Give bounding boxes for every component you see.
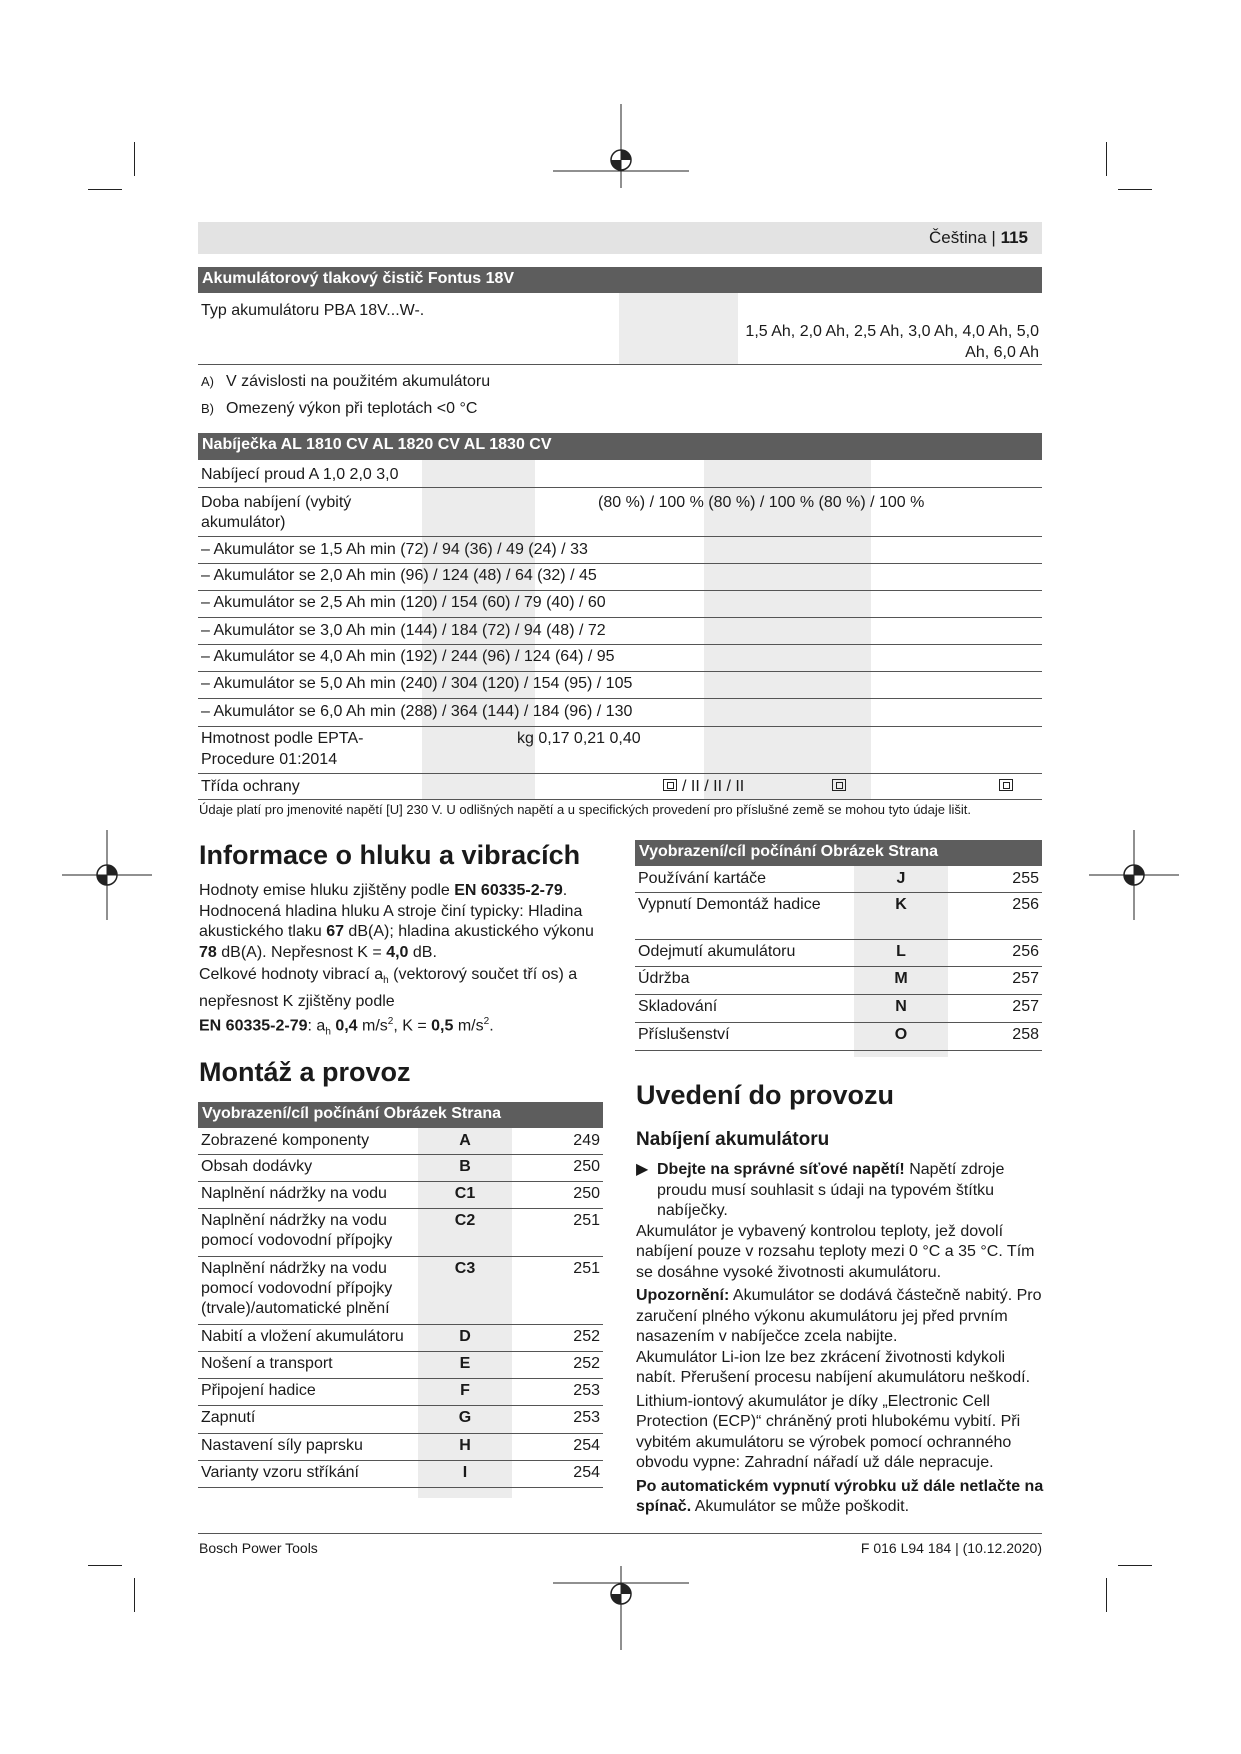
- figure-ref: O: [894, 1026, 908, 1043]
- superscript: 2: [483, 1016, 490, 1028]
- charger-current-row: Nabíjecí proud A 1,0 2,0 3,0: [201, 466, 399, 483]
- value-bold: 0,4: [335, 1017, 358, 1035]
- header-separator: |: [991, 228, 996, 247]
- warning-bold: Dbejte na správné síťové napětí!: [657, 1161, 905, 1178]
- table-rule: [198, 617, 1042, 618]
- footnote-mark: A): [201, 374, 214, 389]
- right-table-title: Vyobrazení/cíl počínání Obrázek Strana: [635, 840, 1042, 866]
- text-paragraph: Akumulátor je vybavený kontrolou teploty, jež dovolí nabíjení pouze v rozsahu teploty mezi 0 °C a 35 °C. Tím se dosáhne vysoké životnosti akumulátoru.: [636, 1222, 1035, 1281]
- row-label: Obsah dodávky: [201, 1158, 313, 1175]
- page-ref: 252: [573, 1355, 600, 1372]
- protection-class-label: Třída ochrany: [201, 778, 300, 795]
- weight-label: Hmotnost podle EPTA-: [201, 730, 364, 747]
- table-rule: [198, 536, 1042, 537]
- charge-duration-value: (80 %) / 100 % (80 %) / 100 % (80 %) / 100 %: [598, 494, 925, 511]
- table-rule: [198, 1487, 603, 1488]
- figure-ref: J: [896, 870, 906, 887]
- registration-target-icon: [1089, 830, 1179, 920]
- page-ref: 249: [573, 1132, 600, 1149]
- row-label: Zobrazené komponenty: [201, 1132, 370, 1149]
- battery-row: – Akumulátor se 4,0 Ah min (192) / 244 (96) / 124 (64) / 95: [201, 648, 615, 665]
- crop-mark: [1106, 142, 1107, 176]
- table-rule: [198, 590, 1042, 591]
- row-label: Naplnění nádržky na vodu pomocí vodovodní přípojky: [201, 1212, 393, 1249]
- table-row: [198, 1460, 603, 1487]
- text-span: Napětí zdroje proudu musí souhlasit s údaji na typovém štítku nabíječky.: [657, 1161, 1005, 1219]
- note-bold: Upozornění:: [636, 1287, 730, 1304]
- value-bold: 0,5: [431, 1017, 454, 1035]
- crop-mark: [134, 1578, 135, 1612]
- page-ref: 251: [573, 1212, 600, 1229]
- page-number: 115: [1000, 228, 1028, 247]
- weight-value: kg 0,17 0,21 0,40: [517, 730, 641, 747]
- text-span: : a: [307, 1017, 326, 1035]
- figure-ref: H: [459, 1437, 471, 1454]
- footer-rule: [198, 1533, 1042, 1534]
- footnote-mark: B): [201, 401, 214, 416]
- table-row: [198, 1208, 603, 1256]
- row-label: Nastavení síly paprsku: [201, 1437, 363, 1454]
- battery-row: – Akumulátor se 6,0 Ah min (288) / 364 (144) / 184 (96) / 130: [201, 703, 633, 720]
- row-label: Nošení a transport: [201, 1355, 333, 1372]
- text-span: Akumulátor se může poškodit.: [691, 1498, 910, 1515]
- battery-row: – Akumulátor se 2,5 Ah min (120) / 154 (60) / 79 (40) / 60: [201, 594, 606, 611]
- page-ref: 254: [573, 1437, 600, 1454]
- table-row: [635, 892, 1042, 939]
- registration-target-icon: [553, 104, 689, 188]
- table-row: [635, 939, 1042, 966]
- weight-label-cont: Procedure 01:2014: [201, 751, 338, 768]
- startup-heading: Uvedení do provozu: [636, 1080, 895, 1110]
- table-rule: [198, 726, 1042, 727]
- page-header: [198, 222, 1042, 254]
- table-rule: [198, 671, 1042, 672]
- page-ref: 253: [573, 1382, 600, 1399]
- table-row: [635, 866, 1042, 892]
- page-ref: 250: [573, 1158, 600, 1175]
- spec-row-value: 1,5 Ah, 2,0 Ah, 2,5 Ah, 3,0 Ah, 4,0 Ah, 5,0: [745, 323, 1039, 340]
- figure-ref: E: [459, 1355, 471, 1372]
- table-row: [198, 1256, 603, 1324]
- text-span: dB.: [408, 943, 437, 961]
- page-ref: 252: [573, 1328, 600, 1345]
- table-rule: [198, 563, 1042, 564]
- crop-mark: [1106, 1578, 1107, 1612]
- figure-ref: I: [462, 1464, 468, 1481]
- table-rule: [198, 487, 1042, 488]
- table-row: [198, 1351, 603, 1378]
- page-ref: 256: [1012, 896, 1039, 913]
- row-label: Používání kartáče: [638, 870, 767, 887]
- table-row: [198, 1378, 603, 1405]
- table-rule: [198, 773, 1042, 774]
- charger-table-note: Údaje platí pro jmenovité napětí [U] 230 V. U odlišných napětí a u specifických provedení pro příslušné země se mohou tyto údaje lišit.: [199, 802, 972, 817]
- figure-ref: K: [895, 896, 907, 913]
- charge-duration-label: Doba nabíjení (vybitý: [201, 494, 352, 511]
- charging-subheading: Nabíjení akumulátoru: [636, 1129, 830, 1150]
- crop-mark: [134, 142, 135, 176]
- table-rule: [635, 1050, 1042, 1051]
- text-span: Hodnoty emise hluku zjištěny podle: [199, 882, 455, 899]
- row-label: Naplnění nádržky na vodu pomocí vodovodní přípojky (trvale)/automatické plnění: [201, 1260, 393, 1317]
- battery-row: – Akumulátor se 5,0 Ah min (240) / 304 (120) / 154 (95) / 105: [201, 675, 633, 692]
- warning-bold: Po automatickém vypnutí výrobku už dále netlačte na spínač.: [636, 1477, 1044, 1515]
- assembly-table-title: Vyobrazení/cíl počínání Obrázek Strana: [198, 1102, 603, 1128]
- subscript: h: [325, 1026, 331, 1038]
- value-bold: 4,0: [386, 943, 409, 961]
- text-span: , K =: [393, 1017, 432, 1035]
- row-label: Nabití a vložení akumulátoru: [201, 1328, 404, 1345]
- noise-paragraph: [199, 881, 609, 1043]
- table-row: [198, 1405, 603, 1433]
- row-label: Naplnění nádržky na vodu: [201, 1185, 387, 1202]
- subscript: h: [383, 975, 389, 987]
- crop-mark: [1118, 1565, 1152, 1566]
- row-label: Údržba: [638, 970, 690, 987]
- page-ref: 254: [573, 1464, 600, 1481]
- figure-ref: B: [459, 1158, 471, 1175]
- footnote-text: V závislosti na použitém akumulátoru: [226, 373, 491, 390]
- crop-mark: [88, 1565, 122, 1566]
- table-row: [635, 994, 1042, 1022]
- row-label: Připojení hadice: [201, 1382, 316, 1399]
- crop-mark: [88, 189, 122, 190]
- value-bold: 67: [326, 923, 344, 940]
- figure-ref: C2: [454, 1212, 476, 1229]
- table-shade: [619, 293, 738, 364]
- page-ref: 258: [1012, 1026, 1039, 1043]
- table-row: [635, 1022, 1042, 1050]
- page-ref: 255: [1012, 870, 1039, 887]
- standard-ref: EN 60335-2-79: [454, 882, 563, 899]
- battery-row: – Akumulátor se 1,5 Ah min (72) / 94 (36) / 49 (24) / 33: [201, 541, 588, 558]
- page-ref: 257: [1012, 998, 1039, 1015]
- text-span: Akumulátor se dodává částečně nabitý. Pro zaručení plného výkonu akumulátoru jej před prvním nasazením v nabíječce zcela nabijte.: [636, 1287, 1042, 1345]
- charger-table-title: Nabíječka AL 1810 CV AL 1820 CV AL 1830 CV: [198, 433, 1042, 460]
- table-rule: [198, 364, 1042, 365]
- battery-row: – Akumulátor se 3,0 Ah min (144) / 184 (72) / 94 (48) / 72: [201, 622, 606, 639]
- text-span: (vektorový součet tří os) a nepřesnost K zjištěny podle: [199, 966, 578, 1010]
- header-language: [929, 228, 1028, 248]
- figure-ref: G: [458, 1409, 472, 1426]
- footer-right: F 016 L94 184 | (10.12.2020): [860, 1540, 1042, 1556]
- table-rule: [198, 644, 1042, 645]
- text-span: .: [489, 1017, 494, 1035]
- text-span: m/s: [453, 1017, 484, 1035]
- table-row: [198, 1433, 603, 1460]
- table-row: [198, 1324, 603, 1351]
- row-label: Vypnutí Demontáž hadice: [638, 896, 821, 913]
- bullet-arrow-icon: ▶: [636, 1161, 649, 1178]
- text-span: dB(A). Nepřesnost K =: [216, 943, 387, 961]
- footnote-text: Omezený výkon při teplotách <0 °C: [226, 400, 478, 417]
- row-label: Zapnutí: [201, 1409, 256, 1426]
- spec-row-label: Typ akumulátoru PBA 18V...W-.: [201, 302, 425, 319]
- table-row: [198, 1128, 603, 1154]
- page-ref: 250: [573, 1185, 600, 1202]
- protection-class-value: / II / II / II: [682, 778, 745, 795]
- crop-mark: [1118, 189, 1152, 190]
- protection-class-icon: [999, 779, 1013, 791]
- table-row: [635, 966, 1042, 994]
- standard-ref: EN 60335-2-79: [199, 1017, 308, 1035]
- figure-ref: M: [894, 970, 908, 987]
- superscript: 2: [387, 1016, 394, 1028]
- row-label: Skladování: [638, 998, 718, 1015]
- protection-class-icon: [832, 779, 846, 791]
- page-ref: 251: [573, 1260, 600, 1277]
- spec-row-value-cont: Ah, 6,0 Ah: [965, 344, 1039, 361]
- table-row: [198, 1154, 603, 1181]
- figure-ref: L: [896, 943, 906, 960]
- figure-ref: N: [895, 998, 907, 1015]
- language-label: Čeština: [929, 228, 987, 247]
- figure-ref: C1: [454, 1185, 476, 1202]
- battery-row: – Akumulátor se 2,0 Ah min (96) / 124 (48) / 64 (32) / 45: [201, 567, 597, 584]
- registration-target-icon: [553, 1566, 689, 1650]
- page-ref: 253: [573, 1409, 600, 1426]
- table-rule: [198, 799, 1042, 800]
- assembly-heading: Montáž a provoz: [199, 1057, 411, 1087]
- startup-text: [636, 1160, 1044, 1518]
- row-label: Odejmutí akumulátoru: [638, 943, 796, 960]
- text-span: Celkové hodnoty vibrací a: [199, 966, 384, 983]
- registration-target-icon: [62, 830, 152, 920]
- text-span: Hodnocená hladina hluku A stroje činí typicky: Hladina akustického tlaku: [199, 902, 583, 940]
- text-paragraph: Lithium-iontový akumulátor je díky „Electronic Cell Protection (ECP)“ chráněný proti hlubokému vybití. Při vybitém akumulátoru se výrobek pomocí ochranného obvodu vypne: Zahradní nářadí už dále nepracuje.: [636, 1392, 1021, 1471]
- noise-heading: Informace o hluku a vibracích: [199, 840, 581, 870]
- protection-class-icon: [663, 779, 677, 791]
- spec-table-title: Akumulátorový tlakový čistič Fontus 18V: [198, 267, 1042, 293]
- text-span: m/s: [357, 1017, 388, 1035]
- table-rule: [198, 698, 1042, 699]
- text-span: .: [562, 882, 568, 899]
- figure-ref: C3: [454, 1260, 476, 1277]
- row-label: Varianty vzoru stříkání: [201, 1464, 359, 1481]
- row-label: Příslušenství: [638, 1026, 730, 1043]
- figure-ref: D: [459, 1328, 471, 1345]
- page-ref: 257: [1012, 970, 1039, 987]
- value-bold: 78: [199, 943, 217, 961]
- table-row: [198, 1181, 603, 1208]
- text-span: dB(A); hladina akustického výkonu: [343, 923, 594, 940]
- charge-duration-label-cont: akumulátor): [201, 514, 286, 531]
- footer-left: Bosch Power Tools: [199, 1540, 318, 1556]
- page-ref: 256: [1012, 943, 1039, 960]
- figure-ref: A: [459, 1132, 471, 1149]
- text-paragraph: Akumulátor Li-ion lze bez zkrácení životnosti kdykoli nabít. Přerušení procesu nabíjení akumulátoru neškodí.: [636, 1348, 1031, 1386]
- figure-ref: F: [460, 1382, 470, 1399]
